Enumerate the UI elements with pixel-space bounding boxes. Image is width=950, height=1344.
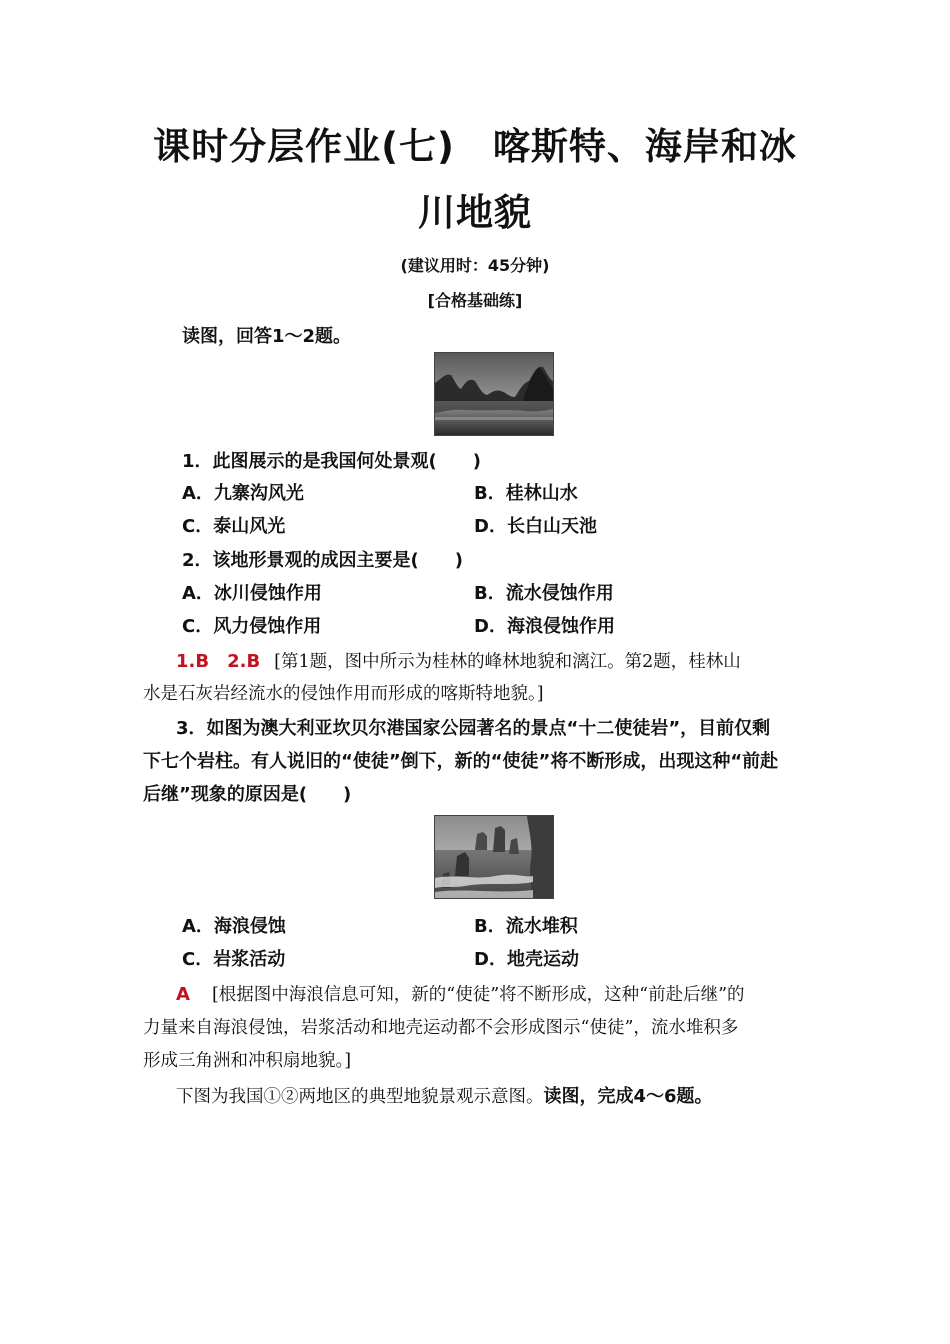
question-1-stem: 1．此图展示的是我国何处景观( ) bbox=[182, 451, 481, 472]
question-3-option-b: B．流水堆积 bbox=[474, 916, 578, 937]
intro-4-6-bold: 读图，完成4～6题。 bbox=[543, 1086, 713, 1107]
sea-stack-coast-icon bbox=[435, 816, 553, 898]
question-3-option-c: C．岩浆活动 bbox=[182, 949, 286, 970]
answer-3-line-3: 形成三角洲和冲积扇地貌。] bbox=[143, 1051, 352, 1071]
question-3-line-3: 后继”现象的原因是( ) bbox=[143, 784, 352, 805]
question-3-line-1: 3．如图为澳大利亚坎贝尔港国家公园著名的景点“十二使徒岩”，目前仅剩 bbox=[176, 718, 771, 739]
time-note: (建议用时：45分钟) bbox=[400, 256, 550, 275]
question-1-option-a: A．九寨沟风光 bbox=[182, 483, 304, 504]
karst-landscape-photo bbox=[434, 352, 554, 436]
answer-1-2-text-1: [第1题，图中所示为桂林的峰林地貌和漓江。第2题，桂林山 bbox=[274, 652, 741, 672]
question-3-line-2: 下七个岩柱。有人说旧的“使徒”倒下，新的“使徒”将不断形成，出现这种“前赴 bbox=[143, 751, 779, 772]
intro-questions-4-6 bbox=[176, 1082, 713, 1108]
section-heading: [合格基础练] bbox=[427, 291, 523, 310]
intro-4-6-serif: 下图为我国①②两地区的典型地貌景观示意图。 bbox=[176, 1087, 544, 1107]
answer-1-2-line-2: 水是石灰岩经流水的侵蚀作用而形成的喀斯特地貌。] bbox=[143, 684, 544, 704]
title-line-1: 课时分层作业(七) 喀斯特、海岸和冰 bbox=[153, 125, 797, 168]
question-2-option-d: D．海浪侵蚀作用 bbox=[474, 616, 615, 637]
answer-1-2-line-1 bbox=[176, 647, 741, 673]
question-2-option-c: C．风力侵蚀作用 bbox=[182, 616, 322, 637]
question-3-option-d: D．地壳运动 bbox=[474, 949, 579, 970]
title-line-2: 川地貌 bbox=[418, 191, 532, 234]
question-2-option-a: A．冰川侵蚀作用 bbox=[182, 583, 322, 604]
answer-3-key: A bbox=[176, 984, 190, 1005]
question-1-option-b: B．桂林山水 bbox=[474, 483, 578, 504]
sea-stack-coast-photo bbox=[434, 815, 554, 899]
intro-questions-1-2: 读图，回答1～2题。 bbox=[182, 326, 352, 347]
answer-1-2-key: 1.B 2.B bbox=[176, 651, 261, 672]
answer-3-text-1: [根据图中海浪信息可知，新的“使徒”将不断形成，这种“前赴后继”的 bbox=[211, 985, 745, 1005]
karst-landscape-icon bbox=[435, 353, 553, 435]
question-3-option-a: A．海浪侵蚀 bbox=[182, 916, 286, 937]
answer-3-line-2: 力量来自海浪侵蚀，岩浆活动和地壳运动都不会形成图示“使徒”，流水堆积多 bbox=[143, 1018, 739, 1038]
question-2-option-b: B．流水侵蚀作用 bbox=[474, 583, 614, 604]
question-1-option-c: C．泰山风光 bbox=[182, 516, 286, 537]
question-1-option-d: D．长白山天池 bbox=[474, 516, 597, 537]
answer-3-line-1 bbox=[176, 981, 745, 1006]
question-2-stem: 2．该地形景观的成因主要是( ) bbox=[182, 550, 463, 571]
